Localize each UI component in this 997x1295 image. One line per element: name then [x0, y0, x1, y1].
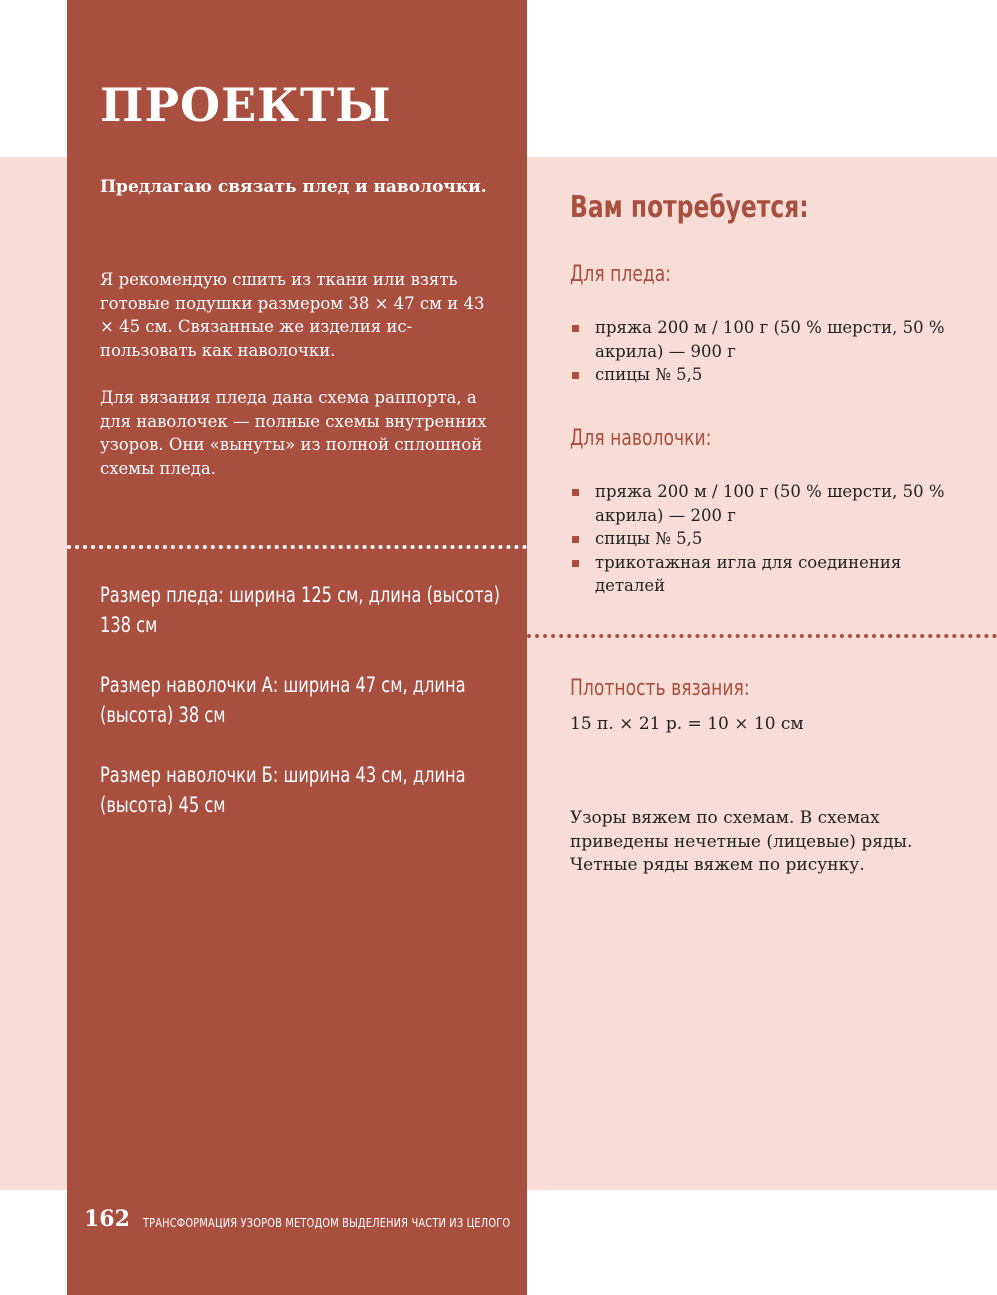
blanket-heading: Для пледа:	[570, 262, 672, 287]
bullet-icon	[572, 489, 579, 496]
list-item: спицы № 5,5	[570, 363, 970, 387]
chapter-title: ТРАНСФОРМАЦИЯ УЗОРОВ МЕТОДОМ ВЫДЕЛЕНИЯ ЧАСТИ ИЗ ЦЕЛОГО	[143, 1216, 511, 1230]
pattern-note: Узоры вяжем по схемам. В схемах приведены нечетные (лицевые) ряды. Четные ряды вяжем по рисунку.	[570, 808, 913, 875]
size-pillow-a: Размер наволочки А: ширина 47 см, длина (высота) 38 см	[100, 673, 466, 727]
page-number: 162	[84, 1206, 130, 1232]
bullet-icon	[572, 325, 579, 332]
size-blanket: Размер пледа: ширина 125 см, длина (высота) 138 см	[100, 583, 500, 637]
bullet-icon	[572, 536, 579, 543]
list-item: пряжа 200 м / 100 г (50 % шерсти, 50 % акрила) — 900 г	[570, 316, 970, 363]
size-pillow-b: Размер наволочки Б: ширина 43 см, длина (высота) 45 см	[100, 763, 466, 817]
dotted-divider	[527, 634, 997, 638]
page-title: ПРОЕКТЫ	[100, 78, 392, 132]
bullet-icon	[572, 372, 579, 379]
intro-text: Предлагаю связать плед и наволочки.	[100, 177, 487, 197]
list-item: спицы № 5,5	[570, 527, 970, 551]
list-item: трикотажная игла для соединения деталей	[570, 551, 970, 598]
gauge-value: 15 п. × 21 р. = 10 × 10 см	[570, 714, 804, 734]
blanket-materials-list	[570, 316, 970, 387]
materials-title: Вам потребуется:	[570, 190, 809, 225]
paragraph-schemes: Для вязания пледа дана схема раппорта, а для наволочек — полные схемы внутренних узоров. Они «вынуты» из полной сплошной схемы пледа.	[100, 388, 487, 478]
pillow-heading: Для наволочки:	[570, 426, 712, 451]
list-item: пряжа 200 м / 100 г (50 % шерсти, 50 % акрила) — 200 г	[570, 480, 970, 527]
left-column	[67, 0, 527, 1295]
paragraph-pillows: Я рекомендую сшить из ткани или взять готовые подушки размером 38 × 47 см и 43 × 45 см. Связанные же изделия использовать как наволочки.	[100, 270, 485, 360]
gauge-heading: Плотность вязания:	[570, 676, 750, 701]
bullet-icon	[572, 560, 579, 567]
pillow-materials-list	[570, 480, 970, 598]
dotted-divider	[67, 545, 527, 549]
